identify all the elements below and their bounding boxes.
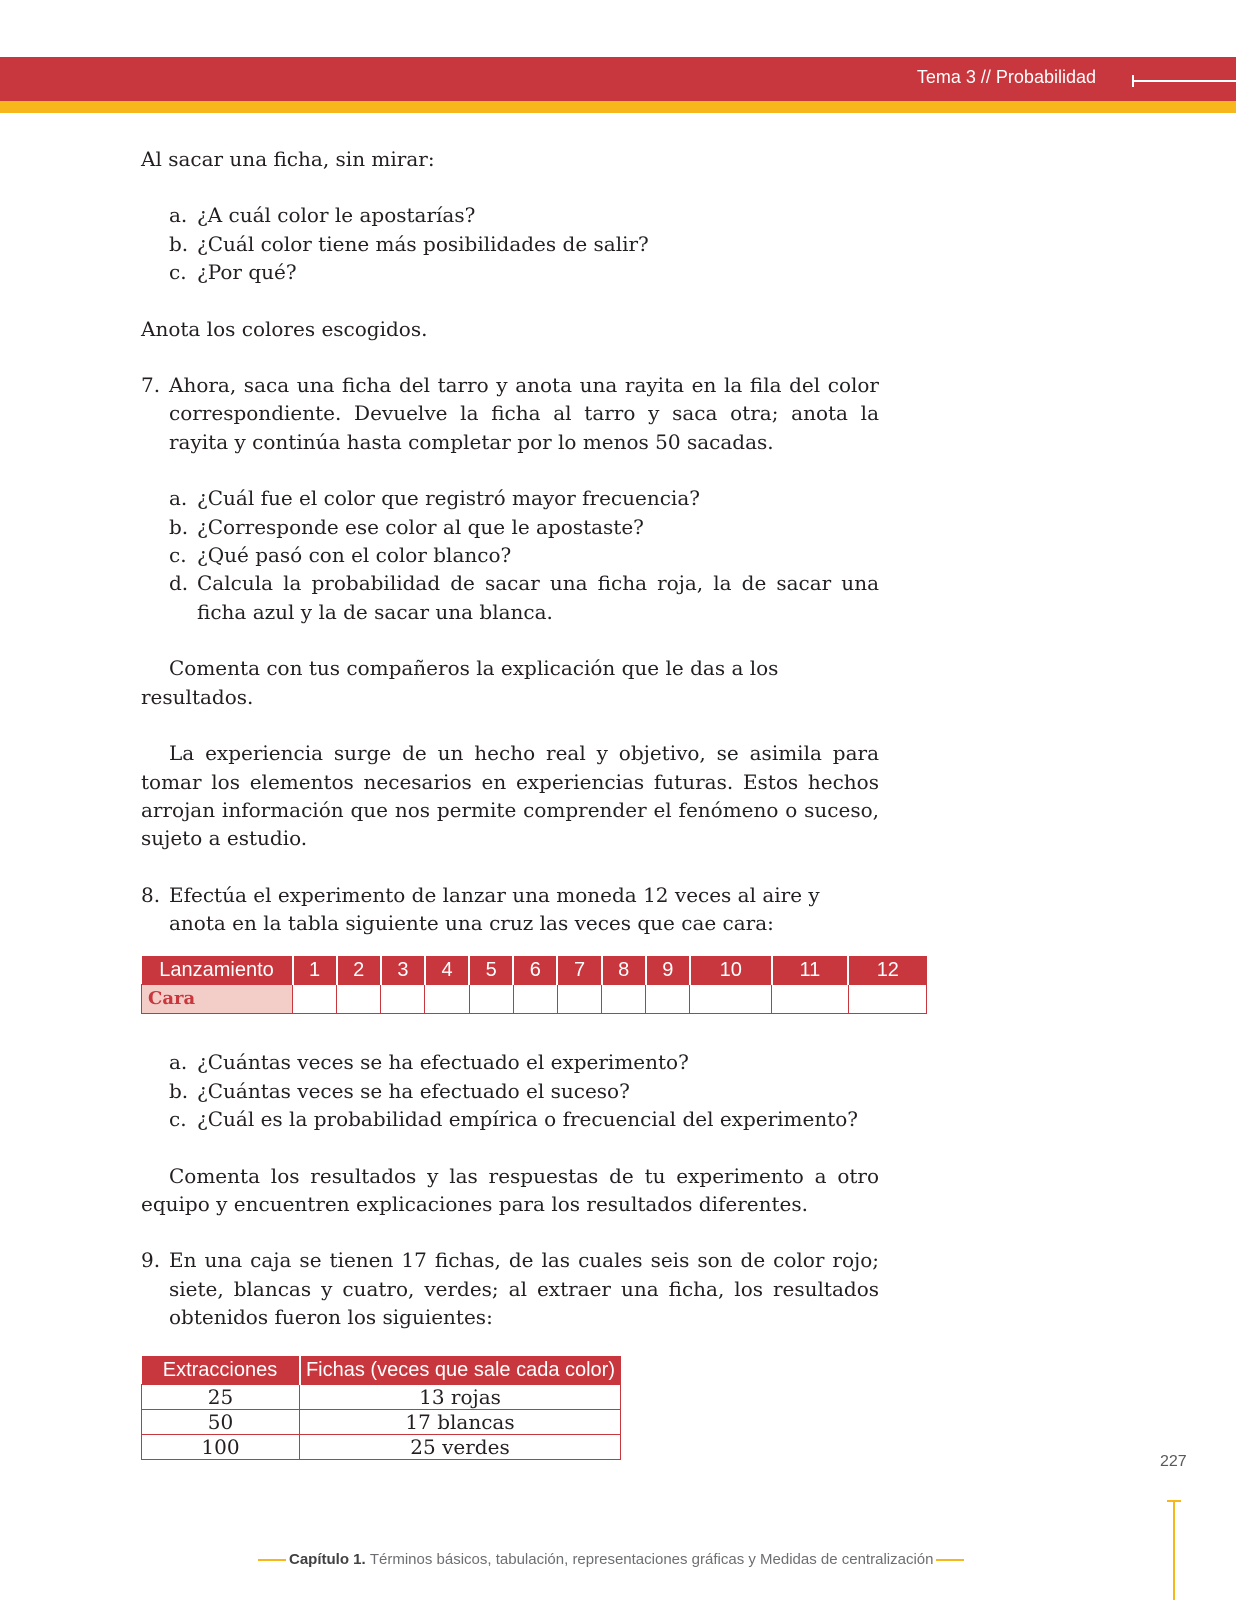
table-header-cell: 9 [646,956,690,985]
list-item: c. ¿Qué pasó con el color blanco? [169,543,512,568]
list-item: a. ¿Cuántas veces se ha efectuado el experimento? [169,1050,689,1075]
question-7: 7. Ahora, saca una ficha del tarro y anota una rayita en la fila del color correspondiente. Devuelve la ficha al tarro y saca otra; anota la rayita y continúa hasta completar por lo menos 50 sacadas. [141,373,879,454]
table-cell: 13 rojas [300,1385,621,1410]
table-row [142,1435,621,1460]
experience-paragraph: La experiencia surge de un hecho real y objetivo, se asimila para tomar los elementos necesarios en experiencias futuras. Estos hechos arrojan información que nos permite comprender el fenómeno o suceso, sujeto a estudio. [141,741,879,851]
table-header-cell: 10 [690,956,772,985]
table-header-cell: 2 [337,956,381,985]
list-item: b. ¿Corresponde ese color al que le apostaste? [169,514,644,539]
list-item: c. ¿Por qué? [169,260,297,285]
extractions-table [141,1356,621,1460]
table-cell [772,984,849,1013]
table-header-cell: 12 [848,956,926,985]
table-header-cell: 8 [602,956,646,985]
table-header-cell: Lanzamiento [142,956,293,985]
table-header-cell: 6 [513,956,557,985]
table-header-row [142,1356,621,1385]
section-title: Tema 3 // Probabilidad [916,67,1096,87]
q7-items [141,484,879,626]
footer-rule-left [258,1559,286,1561]
note-text: Anota los colores escogidos. [141,316,428,341]
footer-chapter: Capítulo 1. [289,1551,366,1568]
table-cell: 50 [142,1410,300,1435]
footer-rule-right [936,1559,964,1561]
table-header-row [142,956,927,985]
table-header-cell: Extracciones [142,1356,300,1385]
row-label-cara: Cara [142,984,293,1013]
table-cell: 25 verdes [300,1435,621,1460]
q8-comment: Comenta los resultados y las respuestas de tu experimento a otro equipo y encuentren explicaciones para los resultados diferentes. [141,1163,879,1216]
table-header-cell: 7 [557,956,601,985]
table-cell [690,984,772,1013]
table-cell [337,984,381,1013]
table-cell [469,984,513,1013]
table-header-cell: 3 [381,956,425,985]
table-header-cell: 5 [469,956,513,985]
q8-items [141,1048,879,1133]
page-content [141,145,899,1460]
table-cell: 100 [142,1435,300,1460]
table-cell: 25 [142,1385,300,1410]
header-accent-stripe [0,101,1236,113]
table-header-cell: 1 [293,956,337,985]
table-row [142,984,927,1013]
list-item: b. ¿Cuál color tiene más posibilidades de salir? [169,231,649,256]
table-header-cell: 11 [772,956,849,985]
table-row [142,1410,621,1435]
question-8: 8. Efectúa el experimento de lanzar una moneda 12 veces al aire y anota en la tabla siguiente una cruz las veces que cae cara: [141,882,820,936]
table-header-cell: 4 [425,956,469,985]
table-cell: 17 blancas [300,1410,621,1435]
table-cell [848,984,926,1013]
header-rule [1132,80,1236,82]
page-marker-line [1173,1500,1175,1600]
list-item: d. Calcula la probabilidad de sacar una ficha roja, la de sacar una ficha azul y la de sacar una blanca. [169,571,879,624]
list-item: a. ¿A cuál color le apostarías? [169,203,476,228]
table-cell [425,984,469,1013]
table-cell [381,984,425,1013]
table-header-cell: Fichas (veces que sale cada color) [300,1356,621,1385]
q7-comment: Comenta con tus compañeros la explicación que le das a los resultados. [141,656,779,709]
question-9: 9. En una caja se tienen 17 fichas, de las cuales seis son de color rojo; siete, blancas y cuatro, verdes; al extraer una ficha, los resultados obtenidos fueron los siguientes: [141,1248,879,1330]
table-cell [646,984,690,1013]
footer [258,1551,1018,1568]
list-item: c. ¿Cuál es la probabilidad empírica o frecuencial del experimento? [169,1107,859,1132]
table-cell [602,984,646,1013]
table-row [142,1385,621,1410]
table-cell [293,984,337,1013]
intro-text: Al sacar una ficha, sin mirar: [141,147,435,171]
q6-items [141,201,879,286]
footer-text: Términos básicos, tabulación, representaciones gráficas y Medidas de centralización [369,1551,934,1568]
list-item: b. ¿Cuántas veces se ha efectuado el suceso? [169,1078,630,1103]
table-cell [513,984,557,1013]
table-cell [557,984,601,1013]
list-item: a. ¿Cuál fue el color que registró mayor frecuencia? [169,486,700,511]
page-number: 227 [1160,1453,1187,1470]
coin-toss-table [141,956,927,1015]
